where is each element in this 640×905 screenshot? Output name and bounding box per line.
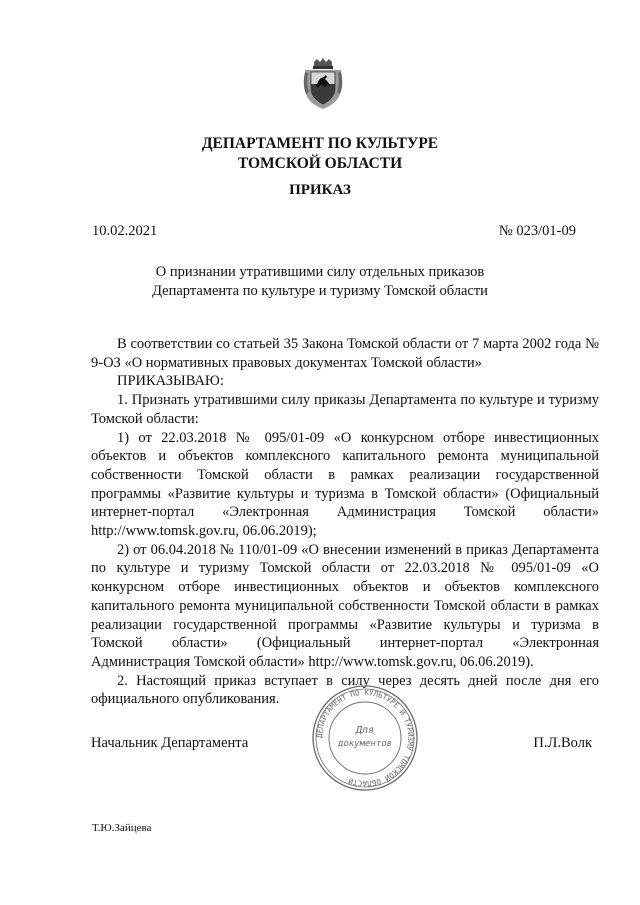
preamble-paragraph: В соответствии со статьей 35 Закона Томской области от 7 марта 2002 года № 9-ОЗ «О нормативных правовых документах Томской области» <box>91 336 599 371</box>
seal-center-line2: документов <box>337 739 393 749</box>
svg-text:ДЕПАРТАМЕНТ ПО КУЛЬТУРЕ И ТУРИ <box>315 688 415 788</box>
seal-ring-text: ДЕПАРТАМЕНТ ПО КУЛЬТУРЕ И ТУРИЗМУ ТОМСКОЙ ОБЛАСТИ <box>314 687 416 789</box>
item-1-2-paragraph: 2) от 06.04.2018 № 110/01-09 «О внесении изменений в приказ Департамента по культуре и туризму Томской области от 22.03.2018 № 095/01-09 «О конкурсном отборе инвестиционных объектов и объектов комплексного капитального ремонта муниципальной собственности Томской области в рамках реализации государственной программы «Развитие культуры и туризма в Томской области» (Официальный интернет-портал «Электронная Администрация Томской области» http://www.tomsk.gov.ru, 06.06.2019). <box>91 541 599 670</box>
subject-line2: Департамента по культуре и туризму Томской области <box>152 283 488 299</box>
document-type: ПРИКАЗ <box>289 182 351 198</box>
coat-of-arms-icon <box>303 58 343 110</box>
executor-name: Т.Ю.Зайцева <box>92 822 152 834</box>
item-2-paragraph: 2. Настоящий приказ вступает в силу через десять дней после дня его официального опубликования. <box>91 672 599 708</box>
document-date: 10.02.2021 <box>92 223 158 239</box>
signer-name: П.Л.Волк <box>533 735 592 751</box>
round-seal-icon <box>310 683 420 793</box>
item-1-paragraph: 1. Признать утратившими силу приказы Департамента по культуре и туризму Томской области: <box>91 392 599 427</box>
item-1-1-paragraph: 1) от 22.03.2018 № 095/01-09 «О конкурсном отборе инвестиционных объектов и объектов комплексного капитального ремонта муниципальной собственности Томской области в рамках реализации государственной программы «Развитие культуры и туризма в Томской области» (Официальный интернет-портал «Электронная Администрация Томской области» http://www.tomsk.gov.ru, 06.06.2019); <box>91 429 599 540</box>
document-body <box>91 335 599 709</box>
department-title-line1: ДЕПАРТАМЕНТ ПО КУЛЬТУРЕ <box>201 135 439 152</box>
seal-center-line1: Для <box>355 725 375 736</box>
document-subject <box>0 263 640 301</box>
subject-line1: О признании утратившими силу отдельных приказов <box>155 264 485 280</box>
document-number: № 023/01-09 <box>498 223 576 239</box>
order-word: ПРИКАЗЫВАЮ: <box>117 373 224 390</box>
department-title <box>0 134 640 174</box>
department-title-line2: ТОМСКОЙ ОБЛАСТИ <box>237 155 403 172</box>
signer-title: Начальник Департамента <box>91 735 249 751</box>
